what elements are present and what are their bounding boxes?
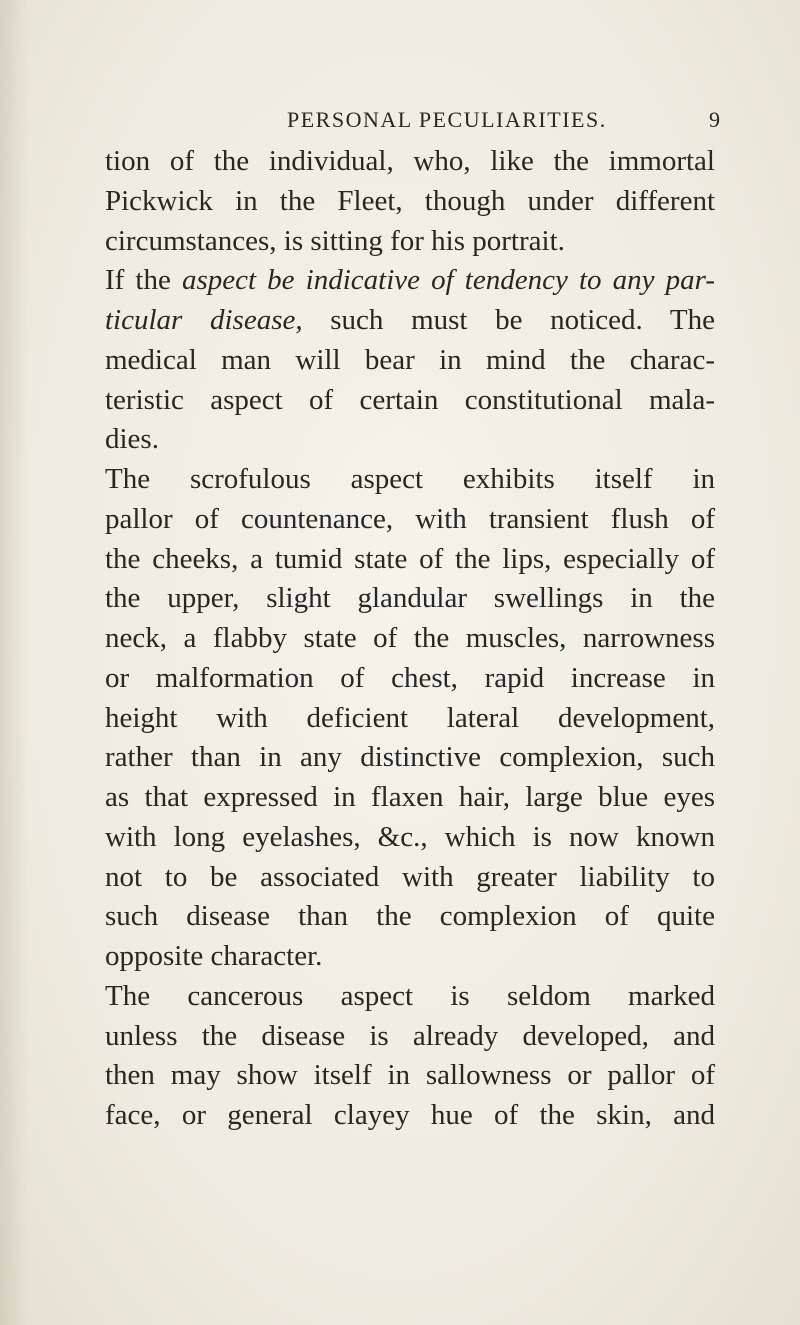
text-line: as that expressed in flaxen hair, large blue eyes: [105, 781, 715, 813]
text-line: face, or general clayey hue of the skin, and: [105, 1099, 715, 1131]
text-line: unless the disease is already developed, and: [105, 1019, 715, 1052]
body-text: [105, 142, 715, 1136]
text-line: medical man will bear in mind the charac-: [105, 343, 715, 376]
page-fold-shadow: [0, 0, 28, 1325]
text-line: the upper, slight glandular swellings in the: [105, 582, 715, 615]
text-line: The cancerous aspect is seldom marked: [105, 979, 715, 1012]
text-line: Pickwick in the Fleet, though under different: [105, 184, 715, 217]
text-line: or malformation of chest, rapid increase in: [105, 661, 715, 694]
text-line: then may show itself in sallowness or pallor of: [105, 1059, 715, 1092]
page-number: 9: [709, 107, 720, 132]
text-run: If the: [105, 264, 182, 297]
text-line: not to be associated with greater liability to: [105, 860, 715, 893]
text-line: tion of the individual, who, like the immortal: [105, 145, 715, 177]
running-title: PERSONAL PECULIARITIES.: [287, 107, 607, 132]
text-line: pallor of countenance, with transient flush of: [105, 502, 715, 535]
text-run: such must be noticed. The: [302, 304, 715, 336]
text-line: with long eyelashes, &c., which is now known: [105, 820, 715, 853]
text-line-mixed: [105, 301, 715, 341]
text-line: circumstances, is sitting for his portrait.: [105, 224, 565, 257]
text-line: such disease than the complexion of quite: [105, 900, 715, 933]
text-line: teristic aspect of certain constitutional mala-: [105, 383, 715, 416]
italic-run: aspect be indicative of tendency to any par-: [181, 264, 715, 297]
text-line: rather than in any distinctive complexion, such: [105, 741, 715, 774]
text-line: The scrofulous aspect exhibits itself in: [105, 463, 715, 495]
text-line: height with deficient lateral development,: [105, 701, 715, 734]
text-line: opposite character.: [105, 940, 323, 972]
running-head: [100, 104, 720, 136]
text-line: the cheeks, a tumid state of the lips, especially of: [105, 542, 715, 575]
text-line-mixed: [105, 261, 715, 301]
text-line: neck, a flabby state of the muscles, narrowness: [105, 622, 715, 654]
italic-run: ticular disease,: [105, 304, 303, 336]
text-line: dies.: [105, 423, 159, 456]
